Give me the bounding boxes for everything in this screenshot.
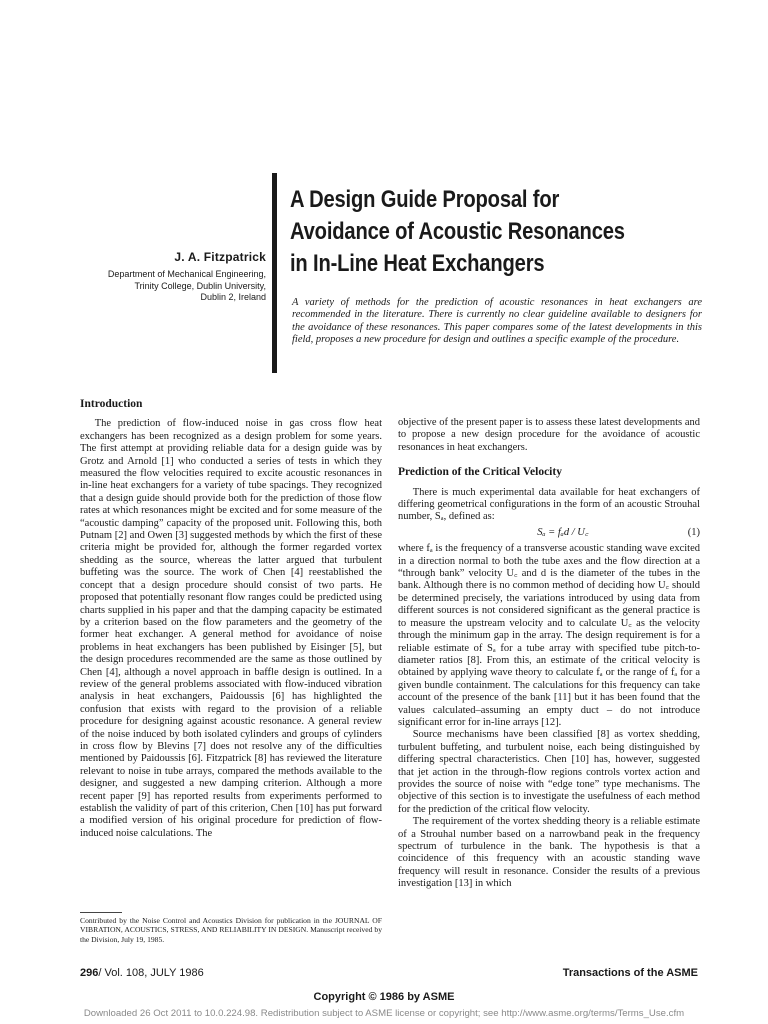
critical-velocity-heading: Prediction of the Critical Velocity: [398, 466, 562, 479]
footnote-rule: [80, 912, 122, 913]
download-notice: Downloaded 26 Oct 2011 to 10.0.224.98. Redistribution subject to ASME license or copyright; see http://www.asme.org/terms/Terms_Use.cfm: [83, 1008, 685, 1019]
author-block: [60, 250, 266, 304]
title-line: Avoidance of Acoustic Resonances: [290, 218, 625, 245]
body-paragraph: The requirement of the vortex shedding theory is a reliable estimate of a Strouhal number based on a narrowband peak in the frequency spectrum of turbulence in the bank. The hypothesis is that a coincidence of this frequency with an acoustic standing wave frequency will result in resonance. Consider the results of a previous investigation [13] in which: [398, 816, 700, 890]
continuation-paragraph: objective of the present paper is to assess these latest developments and to propose a new design procedure for the avoidance of acoustic resonances in heat exchangers.: [398, 417, 700, 453]
equation-number: (1): [687, 526, 700, 538]
equation-1: [398, 527, 700, 539]
affiliation-line: Department of Mechanical Engineering,: [107, 269, 266, 279]
abstract: A variety of methods for the prediction of acoustic resonances in heat exchangers are recommended in the literature. There is currently no clear guideline available to designers for the avoidance of these resonances. This paper compares some of the latest developments in this field, proposes a new procedure for design and outlines a specific example of the procedure.: [292, 297, 702, 346]
right-column: [398, 417, 700, 891]
author-name: J. A. Fitzpatrick: [174, 250, 266, 264]
body-paragraph: There is much experimental data available for heat exchangers of differing geometrical configurations in the form of an acoustic Strouhal number, Sₐ, defined as:: [398, 486, 700, 523]
title-line: in In-Line Heat Exchangers: [290, 250, 545, 277]
introduction-paragraph: The prediction of flow-induced noise in gas cross flow heat exchangers has been recognized as a design problem for some years. The first attempt at providing reliable data for a design guide was by Grotz and Arnold [1] who conducted a series of tests in which they measured the flow velocities required to excite acoustic resonances in in-line heat exchangers for a variety of tube spacings. They recognized that a design guide should provide both for the prediction of those flow rates at which resonances might be excited and for some measure of the “acoustic damping” capacity of the proposed unit. Following this, both Putnam [2] and Owen [3] suggested methods by which the first of these criteria might be provided for, although the former regarded vortex shedding as the source, whereas the latter argued that turbulent buffeting was the source. The work of Chen [4] reestablished the concept that a design procedure should consist of two parts. He proposed that potentially resonant flow ranges could be predicted using charts supplied in his paper and that the damping capacity be estimated by a criterion based on the flow parameters and the geometry of the former heat exchanger. A general method for avoidance of noise problems in heat exchangers has been published by Eisinger [5], but the design procedures recommended are the same as those outlined by Chen [4], although a novel approach in baffle design is outlined. In a review of the general problems associated with flow-induced vibration analysis in heat exchangers, Paidoussis [6] has highlighted the confusion that exists with regard to the provision of a reliable procedure for designing against acoustic resonance. A general review of the noise induced by both isolated cylinders and groups of cylinders in cross flow by Blevins [7] does not resolve any of the difficulties mentioned by Paidoussis [6]. Fitzpatrick [8] has reviewed the literature relevant to noise in tube arrays, compared the methods available to the designer, and suggested a new damping criterion. Although a more recent paper [9] has reported results from experiments performed to establish the validity of part of this criterion, Chen [10] has put forward a modified version of his original procedure for prediction of flow-induced noise calculations. The: [80, 418, 382, 839]
copyright-notice: Copyright © 1986 by ASME: [313, 991, 455, 1003]
affiliation-line: Trinity College, Dublin University,: [134, 280, 266, 291]
author-affiliation: [60, 269, 266, 304]
body-paragraph: where fₐ is the frequency of a transverse acoustic standing wave excited in a direction normal to both the tube axes and the flow direction at a “through bank” velocity U꜀ and d is the diameter of the tubes in the bank. Although there is no common method of deciding how U꜀ should be determined precisely, the variations introduced by using data from different sources is not considered significant as the general practice is to measure the upstream velocity and to calculate U꜀ as the velocity through the minimum gap in the array. The design requirement is for a reliable estimate of Sₐ for a tube array with specified tube pitch-to-diameter ratios [8]. From this, an estimate of the critical velocity is obtained by applying wave theory to calculate fₐ or the range of fₐ for a given bundle containment. The calculations for this frequency can take account of the presence of the bank [11] but it has been found that the values calculated–assuming an empty duct – do not introduce significant error for in-line arrays [12].: [398, 543, 700, 728]
introduction-heading: Introduction: [80, 398, 143, 410]
title-bar: [272, 173, 277, 373]
page-number: 296: [80, 967, 99, 979]
left-column: [80, 398, 382, 840]
title-line: A Design Guide Proposal for: [290, 186, 560, 213]
footer-page-info: [80, 967, 204, 979]
footnote: Contributed by the Noise Control and Acoustics Division for publication in the JOURNAL OF VIBRATION, ACOUSTICS, STRESS, AND RELIABILITY IN DESIGN. Manuscript received by the Division, July 19, 1985.: [80, 916, 382, 944]
paper-title: [290, 184, 651, 280]
equation-body: Sₐ = fₐd / U꜀: [537, 526, 589, 538]
body-paragraph: Source mechanisms have been classified [8] as vortex shedding, turbulent buffeting, and turbulent noise, each being distinguished by differing spectral characteristics. Chen [10] has, however, suggested that jet action in the through-flow regions controls vortex action and provides the source of noise with “edge tone” type mechanisms. The objective of this section is to investigate the usefulness of each method for the prediction of the critical flow velocity.: [398, 729, 700, 815]
affiliation-line: Dublin 2, Ireland: [200, 292, 266, 302]
journal-name: Transactions of the ASME: [562, 967, 698, 979]
volume-info: / Vol. 108, JULY 1986: [98, 967, 204, 979]
